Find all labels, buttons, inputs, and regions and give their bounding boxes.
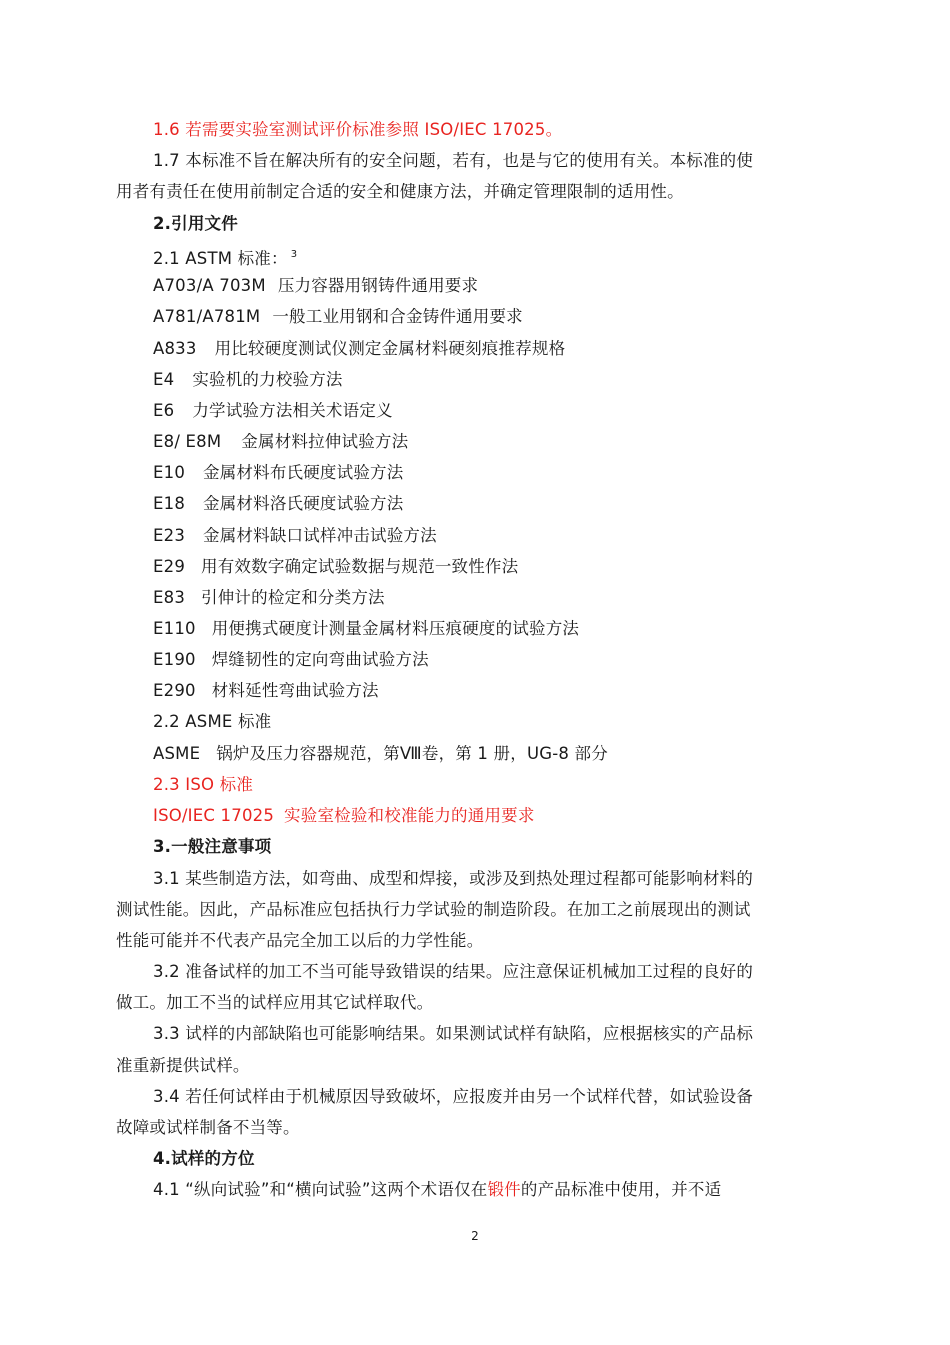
section-heading-4: 4.试样的方位 (153, 1149, 255, 1168)
reference-code: E83 (153, 588, 186, 607)
reference-code: E18 (153, 494, 186, 513)
clause-1-7-line-2: 用者有责任在使用前制定合适的安全和健康方法，并确定管理限制的适用性。 (116, 182, 684, 201)
reference-code: A781/A781M (153, 307, 261, 326)
reference-title: 引伸计的检定和分类方法 (201, 588, 385, 607)
highlighted-term: 锻件 (487, 1180, 521, 1199)
reference-item (153, 369, 343, 391)
section-heading-3: 3.一般注意事项 (153, 837, 272, 856)
clause-1-6: 1.6 若需要实验室测试评价标准参照 ISO/IEC 17025。 (153, 120, 563, 139)
clause-3-3-line-1: 3.3 试样的内部缺陷也可能影响结果。如果测试试样有缺陷，应根据核实的产品标 (153, 1024, 754, 1043)
clause-4-1-text-before: 4.1 “纵向试验”和“横向试验”这两个术语仅在 (153, 1180, 488, 1199)
reference-item (153, 275, 478, 297)
reference-code: E190 (153, 650, 196, 669)
reference-title: 锅炉及压力容器规范，第Ⅷ卷，第 1 册，UG-8 部分 (216, 744, 608, 763)
clause-3-1-line-3: 性能可能并不代表产品完全加工以后的力学性能。 (116, 931, 484, 950)
reference-title: 金属材料布氏硬度试验方法 (203, 463, 404, 482)
clause-1-7-line-1: 1.7 本标准不旨在解决所有的安全问题，若有，也是与它的使用有关。本标准的使 (153, 151, 754, 170)
reference-code: E6 (153, 401, 175, 420)
reference-code: A833 (153, 339, 197, 358)
reference-item (153, 556, 518, 578)
reference-item (153, 587, 385, 609)
reference-title: 焊缝韧性的定向弯曲试验方法 (211, 650, 429, 669)
reference-code: E4 (153, 370, 175, 389)
reference-title: 压力容器用钢铸件通用要求 (277, 276, 479, 295)
clause-2-1 (153, 244, 297, 270)
clause-2-2: 2.2 ASME 标准 (153, 712, 272, 731)
reference-title: 力学试验方法相关术语定义 (192, 401, 393, 420)
reference-item (153, 805, 535, 827)
reference-code: A703/A 703M (153, 276, 266, 295)
reference-item (153, 618, 579, 640)
reference-code: E29 (153, 557, 186, 576)
reference-code: E8/ E8M (153, 432, 222, 451)
page-number: 2 (471, 1229, 479, 1243)
reference-title: 实验机的力校验方法 (192, 370, 343, 389)
clause-3-4-line-2: 故障或试样制备不当等。 (116, 1118, 300, 1137)
reference-code: E110 (153, 619, 196, 638)
footnote-marker: 3 (290, 249, 298, 260)
reference-title: 用便携式硬度计测量金属材料压痕硬度的试验方法 (211, 619, 580, 638)
reference-item (153, 525, 437, 547)
reference-item (153, 431, 408, 453)
reference-title: 材料延性弯曲试验方法 (211, 681, 379, 700)
reference-code: E290 (153, 681, 196, 700)
reference-code: E23 (153, 526, 186, 545)
clause-3-2-line-2: 做工。加工不当的试样应用其它试样取代。 (116, 993, 434, 1012)
reference-code: ASME (153, 744, 201, 763)
reference-item (153, 743, 608, 765)
reference-item (153, 462, 403, 484)
reference-code: E10 (153, 463, 186, 482)
reference-title: 金属材料洛氏硬度试验方法 (203, 494, 404, 513)
clause-4-1-line-1 (153, 1179, 721, 1201)
clause-3-1-line-2: 测试性能。因此，产品标准应包括执行力学试验的制造阶段。在加工之前展现出的测试 (116, 900, 751, 919)
clause-3-2-line-1: 3.2 准备试样的加工不当可能导致错误的结果。应注意保证机械加工过程的良好的 (153, 962, 754, 981)
reference-item (153, 306, 523, 328)
reference-title: 一般工业用钢和合金铸件通用要求 (272, 307, 523, 326)
reference-item (153, 649, 429, 671)
clause-2-1-text: 2.1 ASTM 标准： (153, 249, 288, 268)
reference-item (153, 680, 379, 702)
clause-3-1-line-1: 3.1 某些制造方法，如弯曲、成型和焊接，或涉及到热处理过程都可能影响材料的 (153, 869, 754, 888)
reference-title: 金属材料拉伸试验方法 (241, 432, 409, 451)
reference-title: 金属材料缺口试样冲击试验方法 (203, 526, 437, 545)
reference-title: 用有效数字确定试验数据与规范一致性作法 (201, 557, 519, 576)
reference-item (153, 338, 565, 360)
clause-2-3: 2.3 ISO 标准 (153, 775, 254, 794)
reference-code: ISO/IEC 17025 (153, 806, 275, 825)
reference-item (153, 400, 393, 422)
reference-item (153, 493, 403, 515)
reference-title: 用比较硬度测试仪测定金属材料硬刻痕推荐规格 (214, 339, 566, 358)
reference-title: 实验室检验和校准能力的通用要求 (284, 806, 535, 825)
section-heading-2: 2.引用文件 (153, 214, 238, 233)
clause-3-4-line-1: 3.4 若任何试样由于机械原因导致破坏，应报废并由另一个试样代替，如试验设备 (153, 1087, 754, 1106)
clause-3-3-line-2: 准重新提供试样。 (116, 1056, 250, 1075)
clause-4-1-text-after: 的产品标准中使用，并不适 (520, 1180, 722, 1199)
